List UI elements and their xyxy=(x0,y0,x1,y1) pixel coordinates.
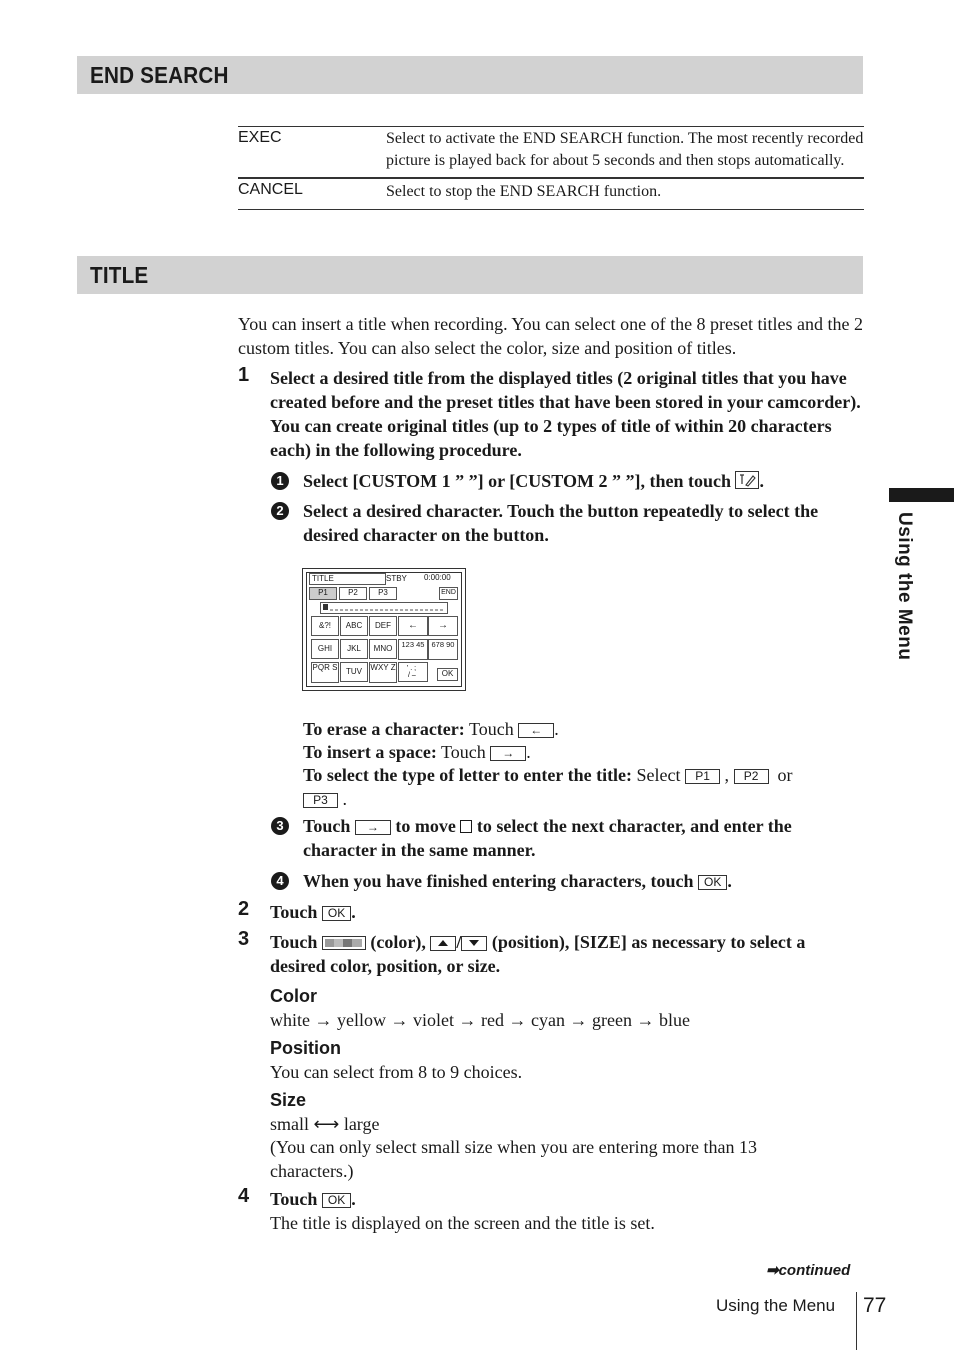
period: . xyxy=(759,471,764,491)
title-intro: You can insert a title when recording. You can select one of the 8 preset titles and the 2 custom titles. You can also select the color, size and position of titles. xyxy=(238,314,864,358)
size-note: (You can only select small size when you are entering more than 13 characters.) xyxy=(270,1137,758,1181)
sub-step-3-badge: 3 xyxy=(271,817,289,835)
ok-button: OK xyxy=(322,1193,351,1208)
sub-step-3 xyxy=(303,814,863,862)
table-row xyxy=(238,127,864,179)
color-white: white xyxy=(270,1010,310,1030)
erase-label: To erase a character: xyxy=(303,719,465,739)
screen-ok-button: OK xyxy=(437,668,458,681)
period: . xyxy=(727,871,732,891)
page-number: 77 xyxy=(863,1294,887,1317)
slash: / xyxy=(456,932,462,952)
step-3-pre: Touch xyxy=(270,932,318,952)
screen-key: MNO xyxy=(369,639,397,659)
screen-title-field: TITLE xyxy=(309,573,386,585)
color-sequence: white → yellow → violet → red → cyan → green → blue xyxy=(270,1010,690,1030)
sub-step-3-post: to select the next character, and enter the character in the same manner. xyxy=(303,816,792,860)
step-2 xyxy=(270,900,356,924)
screen-entry-field xyxy=(320,602,448,614)
title-heading: TITLE xyxy=(90,262,149,288)
step-2-text: Touch xyxy=(270,902,318,922)
end-search-heading: END SEARCH xyxy=(90,62,229,88)
svg-text:/ –: / – xyxy=(408,672,416,679)
row-key: EXEC xyxy=(238,129,282,146)
period: . xyxy=(554,719,559,739)
step-3-number: 3 xyxy=(238,928,250,950)
p2-button: P2 xyxy=(734,769,769,784)
right-arrow-icon: → xyxy=(490,746,526,761)
side-section-label: Using the Menu xyxy=(894,512,915,661)
right-arrow-icon: → xyxy=(355,820,391,835)
sub-step-4 xyxy=(303,869,863,893)
color-green: green xyxy=(591,1010,632,1030)
step-4-result: The title is displayed on the screen and the title is set. xyxy=(270,1213,655,1233)
p1-button: P1 xyxy=(685,769,720,784)
title-heading-bar xyxy=(77,256,863,294)
step-3-line2: desired color, position, or size. xyxy=(270,956,501,976)
position-heading: Position xyxy=(270,1038,341,1058)
pencil-icon xyxy=(735,471,759,495)
screen-forward-key: → xyxy=(428,616,458,636)
sub-step-2-text: Select a desired character. Touch the button repeatedly to select the desired character on the button. xyxy=(303,501,819,545)
screen-end-button: END xyxy=(439,587,458,600)
period: . xyxy=(351,1189,356,1209)
erase-text: Touch xyxy=(468,719,514,739)
period: . xyxy=(342,789,347,809)
sub-step-4-badge: 4 xyxy=(271,872,289,890)
continued-note xyxy=(766,1261,850,1279)
sub-step-3-pre: Touch xyxy=(303,816,351,836)
space-text: Touch xyxy=(441,742,486,762)
sub-step-1-text: Select [CUSTOM 1 ” ”] or [CUSTOM 2 ” ”], then touch xyxy=(303,471,731,491)
size-range: small ⟷ large xyxy=(270,1114,380,1134)
or-text: or xyxy=(777,765,793,785)
size-large: large xyxy=(343,1114,380,1134)
step-4-number: 4 xyxy=(238,1185,250,1207)
space-label: To insert a space: xyxy=(303,742,437,762)
footer-section: Using the Menu xyxy=(716,1296,836,1315)
screen-time: 0:00:00 xyxy=(424,573,451,582)
size-heading: Size xyxy=(270,1090,307,1110)
backspace-arrow-icon: ← xyxy=(518,723,554,738)
continued-text: continued xyxy=(778,1262,851,1279)
step-1-number: 1 xyxy=(238,364,250,386)
title-input-screen xyxy=(302,568,466,691)
section-tab-marker xyxy=(889,488,954,502)
svg-text:' . ;: ' . ; xyxy=(407,665,417,672)
sub-step-3-mid: to move xyxy=(395,816,456,836)
color-violet: violet xyxy=(413,1010,454,1030)
comma: , xyxy=(724,765,730,785)
p3-button: P3 xyxy=(303,793,338,808)
screen-tab-p2: P2 xyxy=(339,587,367,600)
position-text: You can select from 8 to 9 choices. xyxy=(270,1062,523,1082)
size-small: small xyxy=(270,1114,309,1134)
step-4 xyxy=(270,1187,356,1211)
ok-button: OK xyxy=(698,875,727,890)
step-3-post: (position), [SIZE] as necessary to select a xyxy=(491,932,806,952)
screen-key: PQR S xyxy=(311,662,339,683)
step-3 xyxy=(270,930,864,956)
step-1-text: Select a desired title from the displayed titles (2 original titles that you have created before and the preset titles that have been stored in your camcorder). You can create original titles (up to 2 types of title of within 20 characters each) in the following procedure. xyxy=(270,368,861,460)
end-search-table xyxy=(238,126,864,210)
screen-key: ABC xyxy=(340,616,368,636)
color-red: red xyxy=(481,1010,504,1030)
row-key: CANCEL xyxy=(238,181,303,198)
square-cursor-icon xyxy=(460,820,472,833)
screen-key: 678 90 xyxy=(428,639,458,660)
footer-divider xyxy=(856,1292,857,1350)
screen-symbol-key xyxy=(398,662,428,682)
color-heading: Color xyxy=(270,986,317,1006)
step-4-text: Touch xyxy=(270,1189,318,1209)
sub-step-2-badge: 2 xyxy=(271,502,289,520)
up-triangle-icon xyxy=(430,936,456,951)
type-text: Select xyxy=(636,765,681,785)
period: . xyxy=(526,742,531,762)
screen-key: DEF xyxy=(369,616,397,636)
screen-key: &?! xyxy=(311,616,339,636)
screen-key: 123 45 xyxy=(398,639,428,660)
screen-tab-p1: P1 xyxy=(309,587,337,600)
sub-step-1 xyxy=(303,469,863,495)
space-tip xyxy=(303,740,531,764)
down-triangle-icon xyxy=(461,936,487,951)
color-blue: blue xyxy=(658,1010,690,1030)
sub-step-1-badge: 1 xyxy=(271,472,289,490)
end-search-heading-bar xyxy=(77,56,863,94)
sub-step-4-text: When you have finished entering characters, touch xyxy=(303,871,694,891)
row-desc: Select to activate the END SEARCH function. The most recently recorded picture is played back for about 5 seconds and then stops automatically. xyxy=(386,130,864,169)
type-label: To select the type of letter to enter the title: xyxy=(303,765,633,785)
screen-key: GHI xyxy=(311,639,339,659)
screen-key: TUV xyxy=(340,662,368,682)
erase-tip xyxy=(303,717,559,741)
screen-key: JKL xyxy=(340,639,368,659)
screen-backspace-key: ← xyxy=(398,616,428,636)
screen-tab-p3: P3 xyxy=(369,587,397,600)
screen-status: STBY xyxy=(386,574,407,583)
row-desc: Select to stop the END SEARCH function. xyxy=(386,183,662,200)
step-2-number: 2 xyxy=(238,898,250,920)
color-yellow: yellow xyxy=(337,1010,386,1030)
table-row xyxy=(238,179,864,210)
step-3-color: (color), xyxy=(370,932,426,952)
color-cyan: cyan xyxy=(530,1010,565,1030)
period: . xyxy=(351,902,356,922)
continue-arrow-icon: ➡ xyxy=(766,1262,779,1279)
color-bar-icon xyxy=(322,932,366,956)
ok-button: OK xyxy=(322,906,351,921)
screen-key: WXY Z xyxy=(369,662,397,683)
type-tip xyxy=(303,763,863,811)
